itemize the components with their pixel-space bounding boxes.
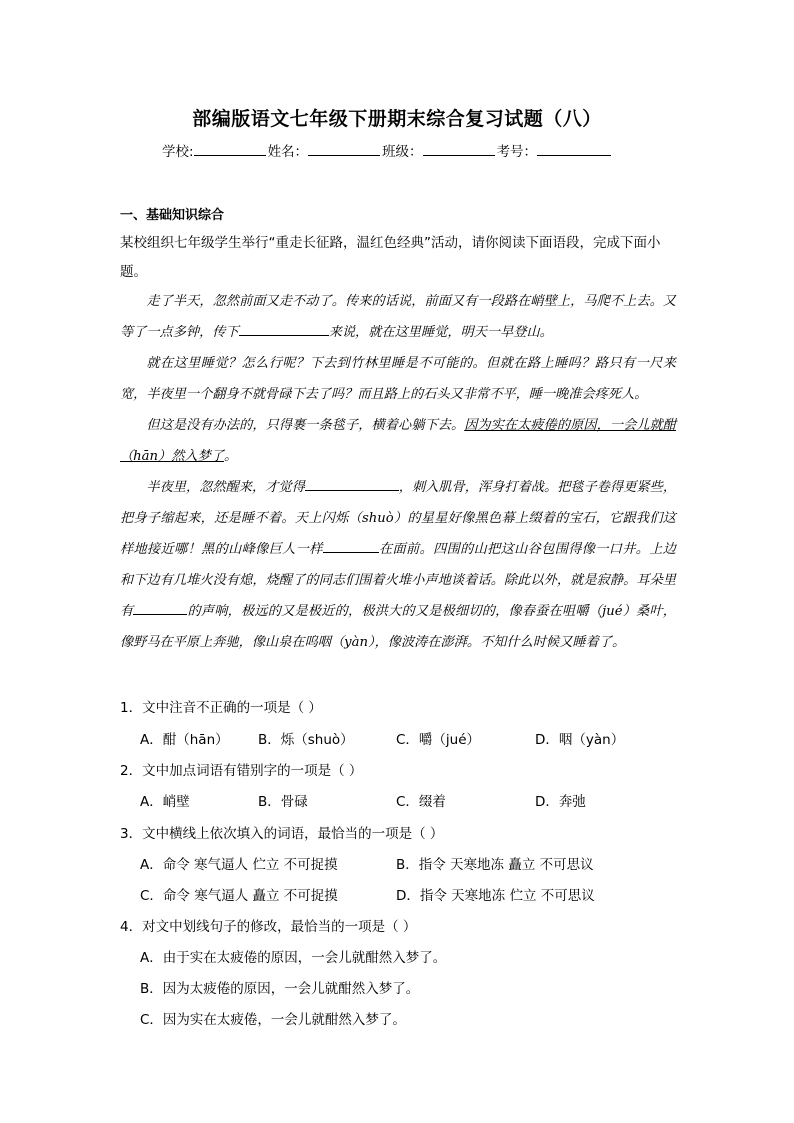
exam-no-label: 考号： [496, 144, 538, 160]
question-2-option-c[interactable]: C．缀着 [396, 794, 446, 810]
question-2-stem: 2．文中加点词语有错别字的一项是（ ） [120, 763, 363, 779]
question-3-option-b[interactable]: B．指令 天寒地冻 矗立 不可思议 [396, 857, 594, 873]
passage-text: 的声响，极远的又是极近的，极洪大的又是极细切的，像春蚕在咀嚼（jué）桑叶，像野马在平原上奔驰，像山泉在呜咽（yàn），像波涛在澎湃。不知什么时候又睡着了。 [120, 604, 676, 650]
fill-blank-1[interactable] [239, 322, 329, 336]
passage-text: 但这是没有办法的，只得裹一条毯子，横着心躺下去。 [146, 418, 465, 433]
question-1-option-d[interactable]: D．咽（yàn） [535, 732, 625, 748]
question-4-option-b[interactable]: B．因为太疲倦的原因，一会儿就酣然入梦了。 [140, 981, 420, 997]
name-label: 姓名： [267, 144, 309, 160]
question-1-option-a[interactable]: A．酣（hān） [140, 732, 229, 748]
exam-no-blank[interactable] [537, 141, 611, 156]
question-3-option-a[interactable]: A．命令 寒气逼人 伫立 不可捉摸 [140, 857, 338, 873]
name-blank[interactable] [308, 141, 380, 156]
section-intro: 某校组织七年级学生举行“重走长征路，温红色经典”活动，请你阅读下面语段，完成下面小题。 [120, 235, 661, 280]
question-3-option-c[interactable]: C．命令 寒气逼人 矗立 不可捉摸 [140, 888, 338, 904]
passage-paragraph-4 [120, 472, 676, 658]
passage-paragraph-1 [120, 286, 676, 348]
section-heading: 一、基础知识综合 [120, 208, 225, 223]
class-label: 班级： [382, 144, 423, 160]
question-4-stem: 4．对文中划线句子的修改，最恰当的一项是（ ） [120, 919, 417, 935]
passage-paragraph-2: 就在这里睡觉？怎么行呢？下去到竹林里睡是不可能的。但就在路上睡吗？路只有一尺来宽，半夜里一个翻身不就骨碌下去了吗？而且路上的石头又非常不平，睡一晚准会疼死人。 [120, 356, 676, 402]
question-1-option-c[interactable]: C．嚼（jué） [396, 732, 481, 748]
student-info-row [162, 140, 613, 160]
question-4-option-a[interactable]: A．由于实在太疲倦的原因，一会儿就酣然入梦了。 [140, 950, 447, 966]
school-label: 学校: [162, 144, 194, 160]
page-title: 部编版语文七年级下册期末综合复习试题（八） [192, 108, 602, 130]
question-2-option-b[interactable]: B．骨碌 [258, 794, 308, 810]
passage-text: 在面前。四围的山把这山谷包围得像一口井。上边和下边有几堆火没有熄，烧醒了的同志们围着火堆小声地谈着话。除此以外，就是寂静。耳朵里有 [120, 542, 676, 619]
question-3-stem: 3．文中横线上依次填入的词语，最恰当的一项是（ ） [120, 826, 444, 842]
fill-blank-4[interactable] [133, 601, 187, 615]
underlined-sentence: 因为实在太疲倦的原因，一会儿就酣（hān）然入梦了 [120, 418, 676, 464]
passage-text: 来说，就在这里睡觉，明天一早登山。 [328, 325, 553, 340]
reading-passage [120, 286, 676, 658]
question-3-option-d[interactable]: D．指令 天寒地冻 伫立 不可思议 [396, 888, 595, 904]
fill-blank-3[interactable] [323, 539, 379, 553]
passage-text: 走了半天，忽然前面又走不动了。传来的话说，前面又有一段路在峭壁上，马爬不上去。又等了一点多钟，传下 [120, 294, 676, 340]
passage-paragraph-3 [120, 410, 676, 472]
class-blank[interactable] [423, 141, 495, 156]
school-blank[interactable] [194, 141, 266, 156]
question-1-option-b[interactable]: B．烁（shuò） [258, 732, 354, 748]
fill-blank-2[interactable] [305, 477, 399, 491]
passage-text: 。 [223, 449, 238, 464]
question-4-option-c[interactable]: C．因为实在太疲倦，一会儿就酣然入梦了。 [140, 1012, 406, 1028]
question-2-option-a[interactable]: A．峭壁 [140, 794, 190, 810]
passage-text: 半夜里，忽然醒来，才觉得 [146, 480, 305, 495]
passage-text: ，刺入肌骨，浑身打着战。把毯子卷得更紧些，把身子缩起来，还是睡不着。天上闪烁（shuò）的星星好像黑色幕上缀着的宝石，它跟我们这样地接近哪！黑的山峰像巨人一样 [120, 480, 677, 557]
question-1-stem: 1．文中注音不正确的一项是（ ） [120, 700, 322, 716]
question-2-option-d[interactable]: D．奔弛 [535, 794, 586, 810]
